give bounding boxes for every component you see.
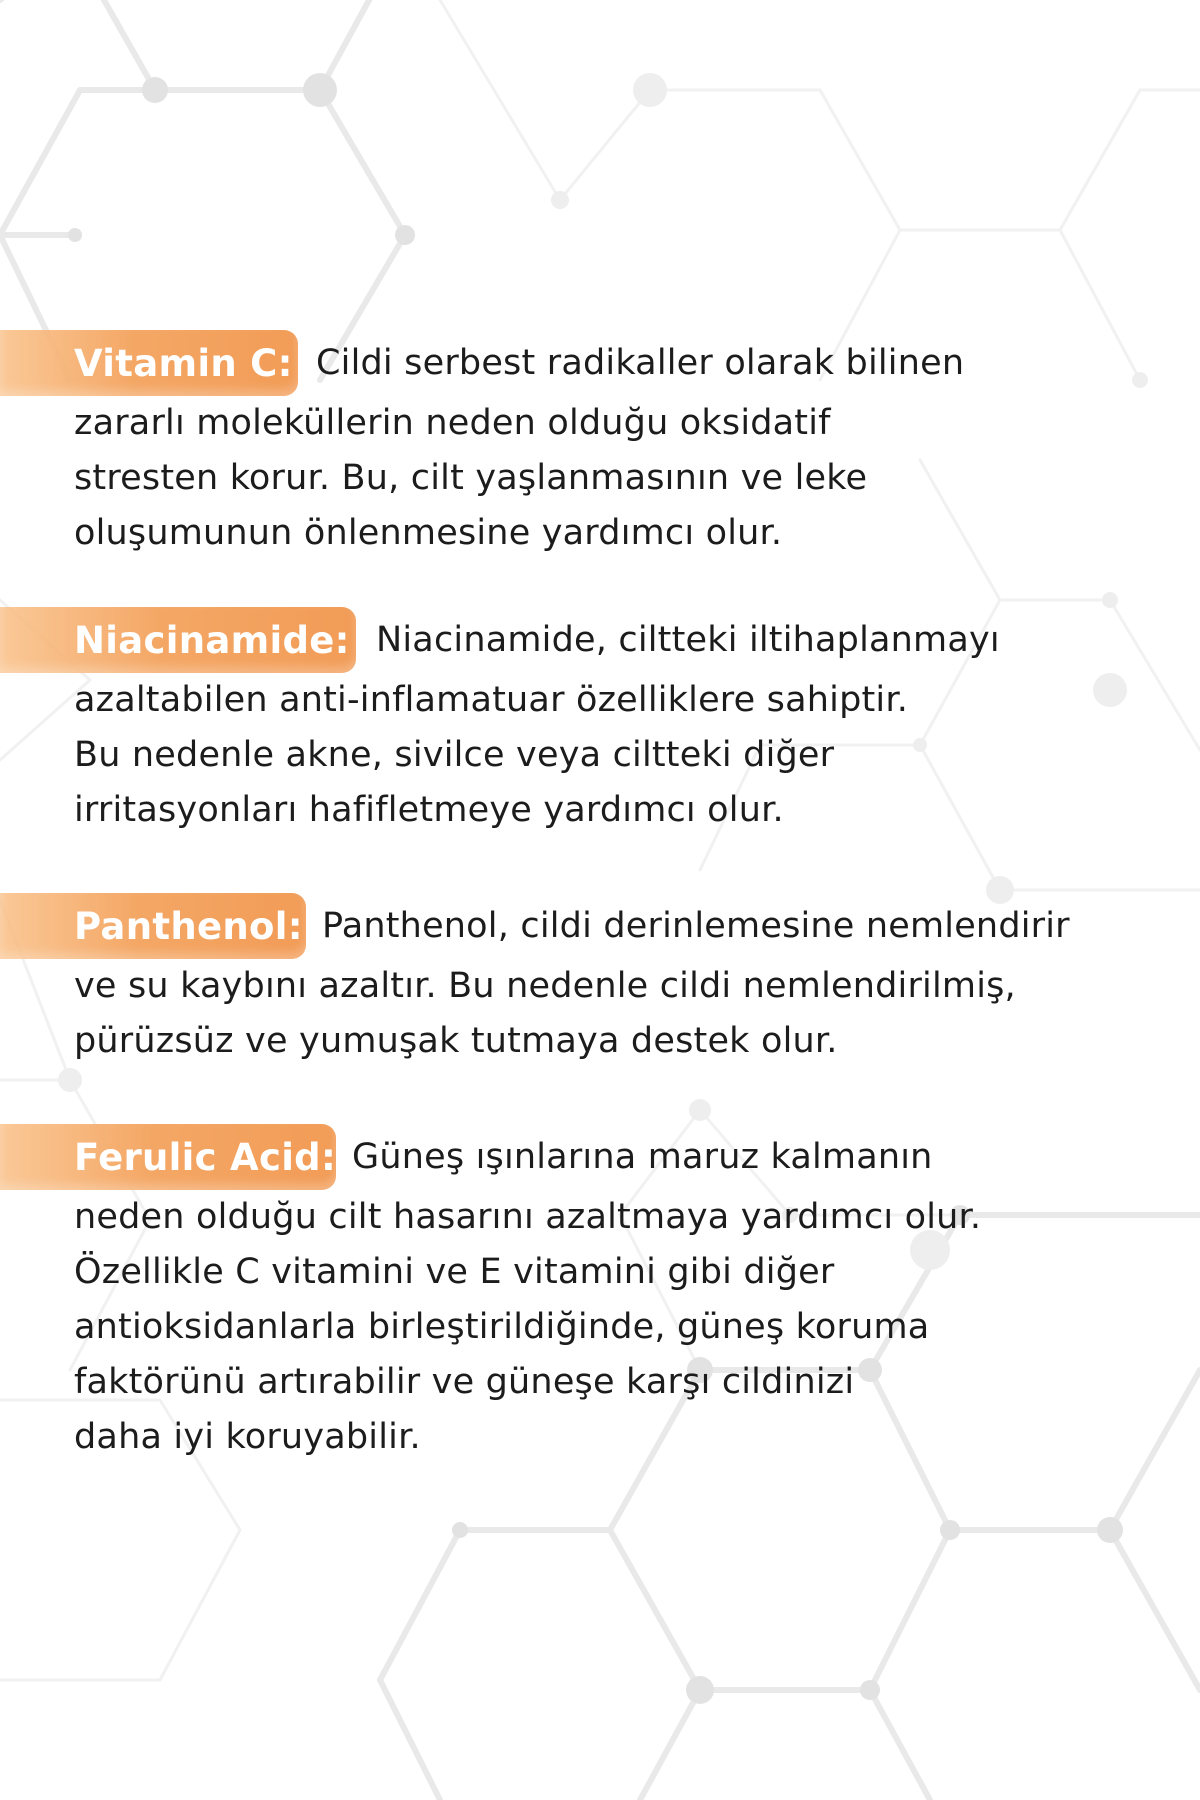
ingredient-description-line: zararlı moleküllerin neden olduğu oksidatif bbox=[74, 403, 831, 443]
ingredient-description-line: antioksidanlarla birleştirildiğinde, güneş koruma bbox=[74, 1307, 930, 1347]
ingredient-description-line: daha iyi koruyabilir. bbox=[74, 1417, 421, 1457]
ingredient-description-line: neden olduğu cilt hasarını azaltmaya yardımcı olur. bbox=[74, 1197, 982, 1237]
ingredient-description-line: Bu nedenle akne, sivilce veya ciltteki diğer bbox=[74, 735, 835, 775]
ingredient-description-line: Özellikle C vitamini ve E vitamini gibi diğer bbox=[74, 1252, 835, 1292]
ingredient-description-line: Güneş ışınlarına maruz kalmanın bbox=[352, 1137, 933, 1177]
ingredient-section-niacinamide bbox=[0, 607, 1200, 838]
ingredient-description-line: azaltabilen anti-inflamatuar özelliklere sahiptir. bbox=[74, 680, 909, 720]
ingredient-section-vitamin-c bbox=[0, 330, 1200, 561]
ingredient-description-line: Panthenol, cildi derinlemesine nemlendirir bbox=[322, 906, 1070, 946]
ingredient-section-ferulic-acid bbox=[0, 1124, 1200, 1465]
ingredient-description-line: stresten korur. Bu, cilt yaşlanmasının ve leke bbox=[74, 458, 868, 498]
ingredient-description-line: pürüzsüz ve yumuşak tutmaya destek olur. bbox=[74, 1021, 838, 1061]
ingredient-description-line: Cildi serbest radikaller olarak bilinen bbox=[316, 343, 965, 383]
ingredient-description-line: Niacinamide, ciltteki iltihaplanmayı bbox=[376, 620, 1000, 660]
ingredient-tag-label: Panthenol: bbox=[74, 905, 303, 948]
ingredient-tag-label: Niacinamide: bbox=[74, 619, 350, 662]
ingredient-description-line: oluşumunun önlenmesine yardımcı olur. bbox=[74, 513, 783, 553]
ingredient-tag-label: Ferulic Acid: bbox=[74, 1136, 337, 1179]
ingredient-description-line: ve su kaybını azaltır. Bu nedenle cildi nemlendirilmiş, bbox=[74, 966, 1016, 1006]
ingredient-section-panthenol bbox=[0, 893, 1200, 1069]
ingredient-description-line: irritasyonları hafifletmeye yardımcı olur. bbox=[74, 790, 784, 830]
ingredient-tag-label: Vitamin C: bbox=[74, 342, 293, 385]
ingredient-description-line: faktörünü artırabilir ve güneşe karşı cildinizi bbox=[74, 1362, 855, 1402]
